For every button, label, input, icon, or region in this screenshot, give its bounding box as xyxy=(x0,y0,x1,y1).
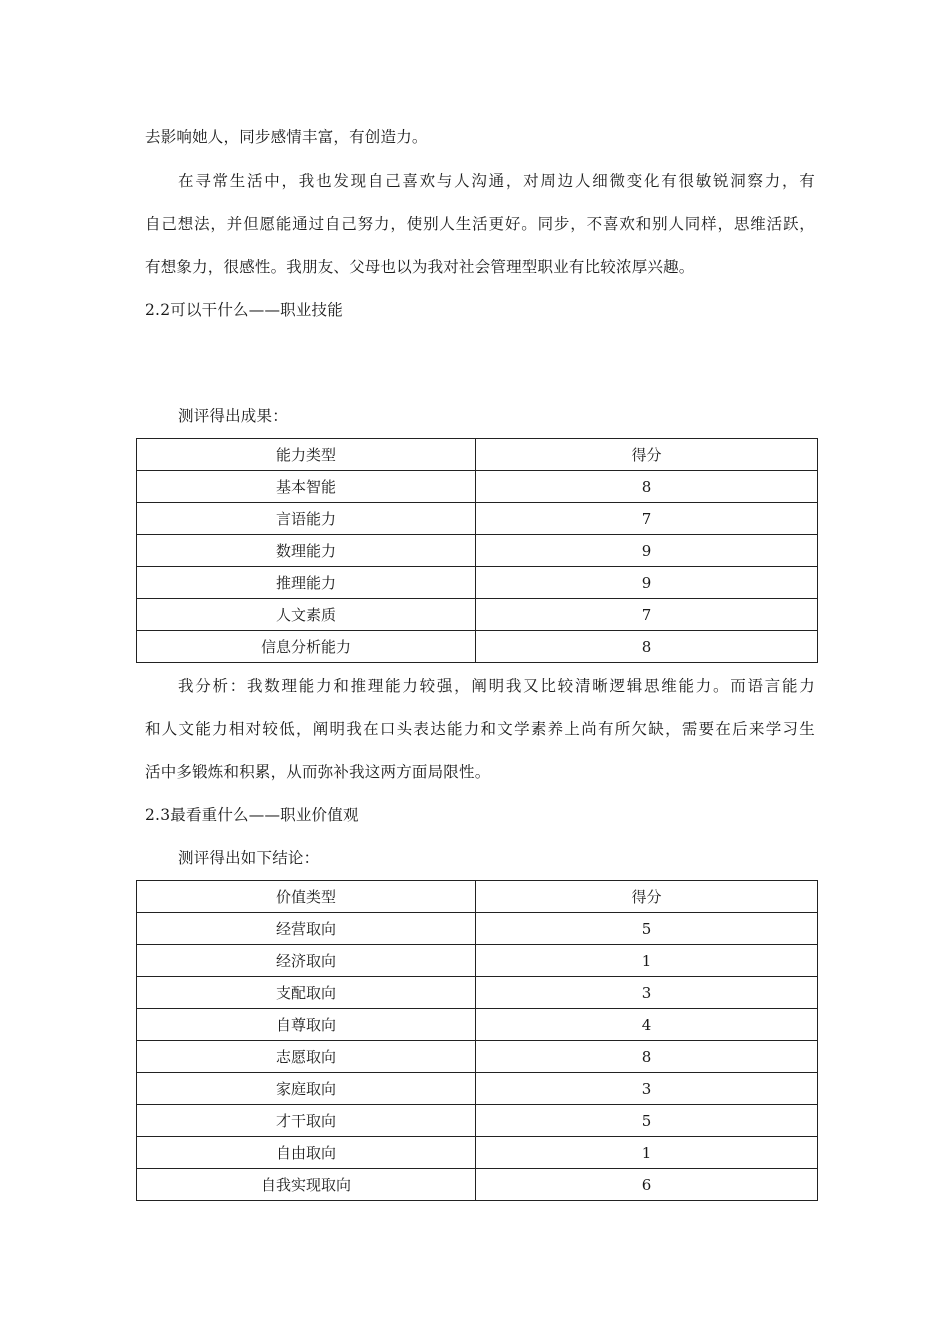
ability-score-table xyxy=(136,438,818,663)
table-intro: 测评得出成果： xyxy=(178,407,288,425)
cell-type: 才干取向 xyxy=(137,1105,476,1137)
cell-type: 志愿取向 xyxy=(137,1041,476,1073)
analysis-line: 活中多锻炼和积累，从而弥补我这两方面局限性。 xyxy=(145,763,491,781)
table-row xyxy=(137,977,818,1009)
cell-score: 3 xyxy=(476,977,818,1009)
cell-type: 数理能力 xyxy=(137,535,476,567)
cell-score: 6 xyxy=(476,1169,818,1201)
table-header-row xyxy=(137,439,818,471)
cell-type: 自尊取向 xyxy=(137,1009,476,1041)
table-row xyxy=(137,535,818,567)
cell-type: 支配取向 xyxy=(137,977,476,1009)
table-row xyxy=(137,1105,818,1137)
cell-type: 推理能力 xyxy=(137,567,476,599)
table-intro: 测评得出如下结论： xyxy=(178,849,320,867)
table-row xyxy=(137,1169,818,1201)
column-header-type: 能力类型 xyxy=(137,439,476,471)
table-row xyxy=(137,1041,818,1073)
cell-type: 人文素质 xyxy=(137,599,476,631)
section-heading: 2.3最看重什么——职业价值观 xyxy=(145,806,359,824)
cell-score: 7 xyxy=(476,599,818,631)
cell-score: 1 xyxy=(476,1137,818,1169)
paragraph-line: 自己想法，并但愿能通过自己努力，使别人生活更好。同步，不喜欢和别人同样，思维活跃， xyxy=(145,215,815,233)
table-row xyxy=(137,1009,818,1041)
cell-type: 言语能力 xyxy=(137,503,476,535)
cell-score: 3 xyxy=(476,1073,818,1105)
cell-type: 自由取向 xyxy=(137,1137,476,1169)
value-score-table xyxy=(136,880,818,1201)
cell-score: 5 xyxy=(476,1105,818,1137)
table-row xyxy=(137,945,818,977)
cell-type: 自我实现取向 xyxy=(137,1169,476,1201)
cell-score: 7 xyxy=(476,503,818,535)
cell-score: 1 xyxy=(476,945,818,977)
table-row xyxy=(137,1073,818,1105)
section-heading: 2.2可以干什么——职业技能 xyxy=(145,301,343,319)
table-header-row xyxy=(137,881,818,913)
cell-type: 经济取向 xyxy=(137,945,476,977)
cell-type: 家庭取向 xyxy=(137,1073,476,1105)
cell-score: 8 xyxy=(476,471,818,503)
cell-score: 5 xyxy=(476,913,818,945)
table-row xyxy=(137,599,818,631)
table-row xyxy=(137,631,818,663)
table-row xyxy=(137,1137,818,1169)
cell-score: 9 xyxy=(476,535,818,567)
table-row xyxy=(137,503,818,535)
column-header-score: 得分 xyxy=(476,881,818,913)
table-row xyxy=(137,567,818,599)
paragraph-line: 去影响她人，同步感情丰富，有创造力。 xyxy=(145,128,428,146)
analysis-line: 我分析：我数理能力和推理能力较强，阐明我又比较清晰逻辑思维能力。而语言能力 xyxy=(178,677,815,695)
cell-type: 基本智能 xyxy=(137,471,476,503)
paragraph-line: 有想象力，很感性。我朋友、父母也以为我对社会管理型职业有比较浓厚兴趣。 xyxy=(145,258,695,276)
cell-score: 9 xyxy=(476,567,818,599)
cell-type: 经营取向 xyxy=(137,913,476,945)
cell-type: 信息分析能力 xyxy=(137,631,476,663)
table-row xyxy=(137,913,818,945)
paragraph-line: 在寻常生活中，我也发现自己喜欢与人沟通，对周边人细微变化有很敏锐洞察力，有 xyxy=(178,172,815,190)
analysis-line: 和人文能力相对较低，阐明我在口头表达能力和文学素养上尚有所欠缺，需要在后来学习生 xyxy=(145,720,815,738)
cell-score: 8 xyxy=(476,1041,818,1073)
table-row xyxy=(137,471,818,503)
column-header-type: 价值类型 xyxy=(137,881,476,913)
cell-score: 8 xyxy=(476,631,818,663)
cell-score: 4 xyxy=(476,1009,818,1041)
column-header-score: 得分 xyxy=(476,439,818,471)
